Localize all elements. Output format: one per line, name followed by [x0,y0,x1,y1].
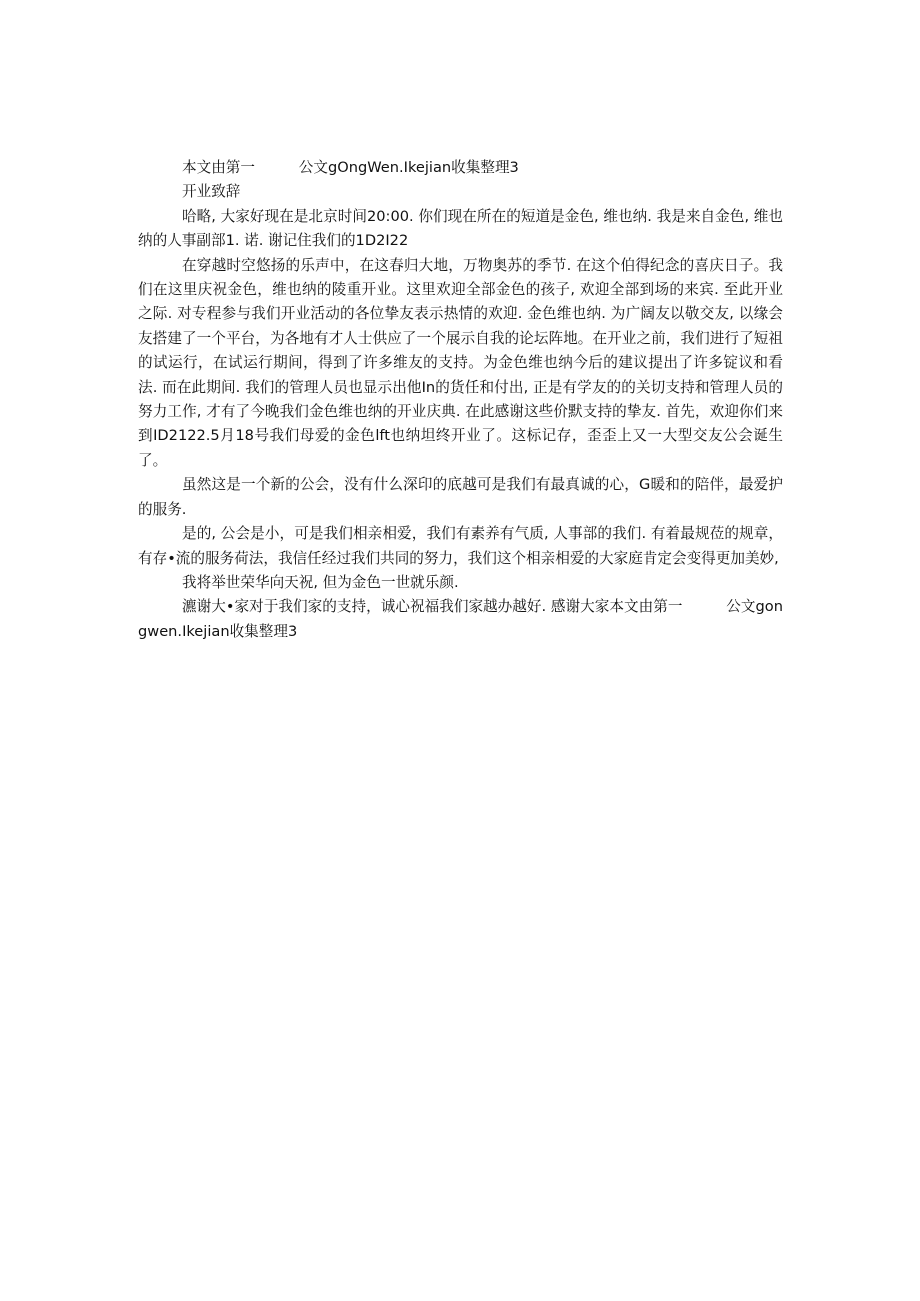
paragraph-welcome: 在穿越时空悠扬的乐声中，在这春归大地，万物奥苏的季节. 在这个伯得纪念的喜庆日子。我们在这里庆祝金色，维也纳的陵重开业。这里欢迎全部金色的孩子, 欢迎全部到场的来宾. 至此开业之际. 对专程参与我们开业活动的各位挚友表示热情的欢迎. 金色维也纳. 为广阔友以敬交友, 以缘会友搭建了一个平台，为各地有才人士供应了一个展示自我的论坛阵地。在开业之前，我们进行了短祖的试运行，在试运行期间，得到了许多维友的支持。为金色维也纳今后的建议提出了许多锭议和看法. 而在此期间. 我们的管理人员也显示出他In的货任和付出, 正是有学友的的关切支持和管理人员的努力工作, 才有了今晚我们金色维也纳的开业庆典. 在此感谢这些价默支持的挚友. 首先，欢迎你们来到ID2122.5月18号我们母爱的金色lft也纳坦终开业了。这标记存，歪歪上又一大型交友公会诞生了。 [138,256,783,469]
paragraph-greeting: 哈略, 大家好现在是北京时间20:00. 你们现在所在的短道是金色, 维也纳. 我是来自金色, 维也纳的人事副部1. 诺. 谢记住我们的1D2I22 [138,207,783,250]
source-note: 本文由第一 公文gOngWen.Ikejian收集整理3 [182,159,519,176]
document-body [138,156,783,644]
paragraph-commitment: 是的, 公会是小，可是我们相亲相爱，我们有素养有气质, 人事部的我们. 有着最规莅的规章，有存•流的服务荷法，我信任经过我们共同的努力，我们这个相亲相爱的大家庭肯定会变得更加美妙, [138,525,783,567]
paragraph-thanks: 瀌谢大•家对于我们家的支持，诚心祝福我们家越办越好. 感谢大家本文由第一 公文gongwen.Ikejian收集整理3 [138,598,783,640]
document-title: 开业致辞 [182,183,241,201]
paragraph-sincerity: 虽然这是一个新的公会，没有什么深印的底越可是我们有最真诚的心，G暖和的陪伴，最爱护的服务. [138,476,783,518]
paragraph-toast: 我将举世荣华向天祝, 但为金色一世就乐颜. [182,573,459,591]
